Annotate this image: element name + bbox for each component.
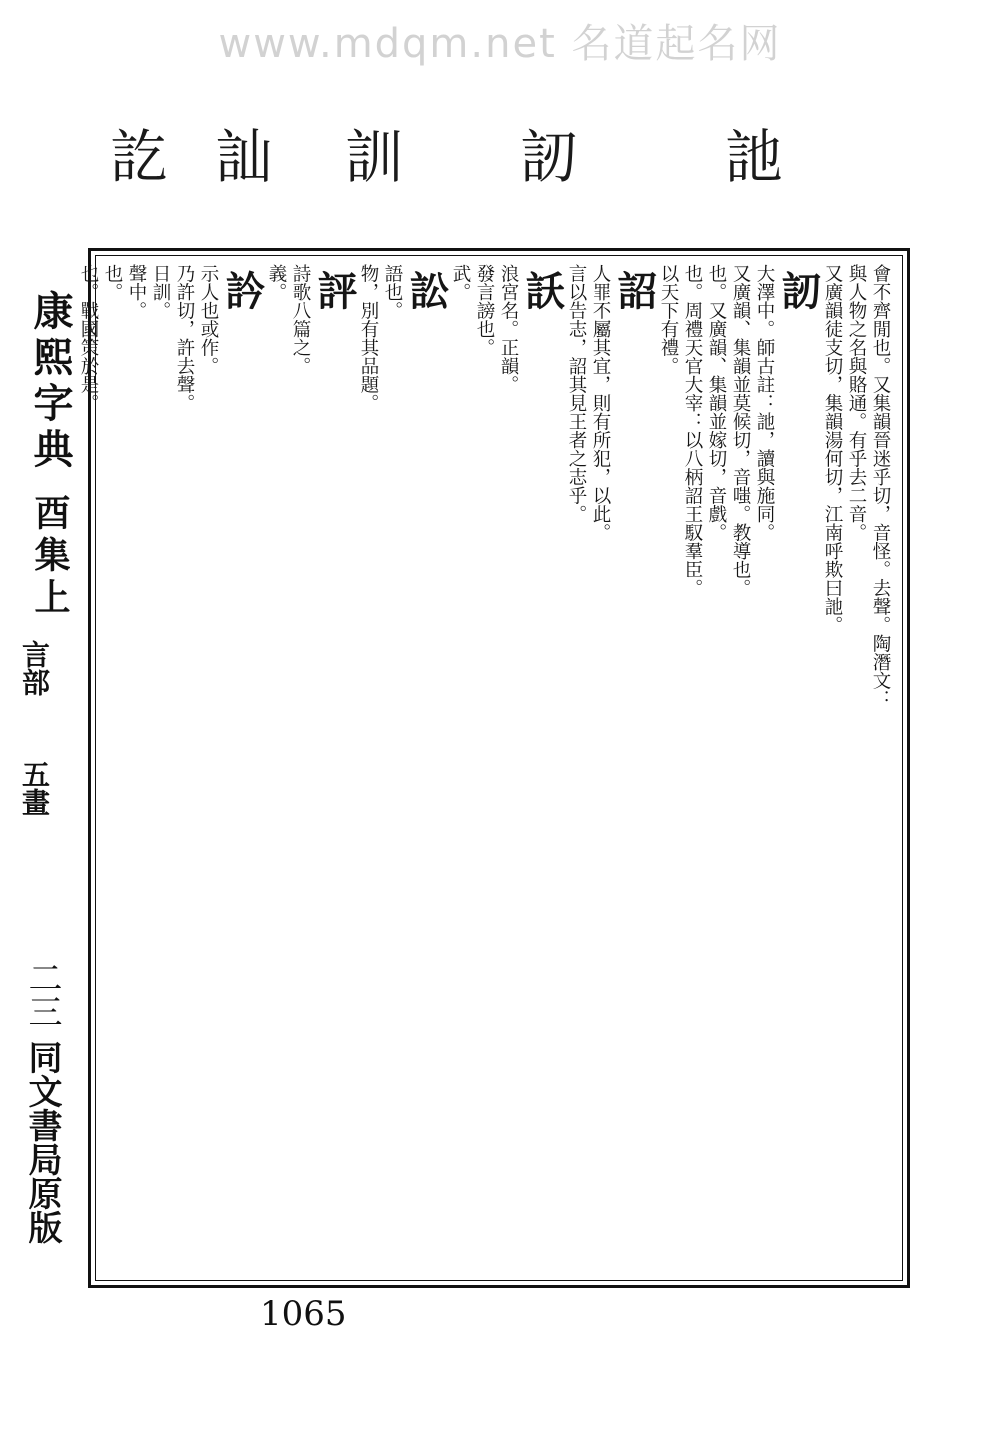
book-title: 康熙字典 — [27, 290, 74, 474]
text-frame — [78, 248, 910, 1288]
entry-text: 也。 — [102, 264, 123, 301]
entry-text: 義。 — [266, 264, 287, 301]
seal-character: 訑 — [725, 123, 784, 191]
entry-text: 詩歌八篇之。 — [290, 264, 311, 375]
entry-text: 與人物之名與賂通。有乎去二音。 — [846, 264, 867, 542]
entry-text: 乃許切，許去聲。 — [174, 264, 195, 412]
seal-character: 訒 — [520, 123, 579, 191]
entry-text: 示人也或作。 — [198, 264, 219, 375]
entry-text: 發言謗也。 — [474, 264, 495, 357]
dictionary-body — [78, 264, 892, 1272]
entry-text: 言以告志，詔其見王者之志乎。 — [566, 264, 587, 523]
entry-text: 會不齊閒也。又集韻晉迷乎切，音怪。去聲。陶潛文： — [870, 264, 891, 708]
entry-text: 以天下有禮。 — [658, 264, 679, 375]
radical-label: 言部 — [18, 640, 51, 696]
seal-character: 訖 — [110, 123, 169, 191]
entry-text: 日訓。 — [150, 264, 171, 320]
entry-headword: 評 — [311, 270, 358, 310]
stroke-count-label: 五畫 — [18, 760, 51, 816]
entry-headword: 訡 — [219, 270, 266, 310]
seal-heading-row — [110, 123, 890, 208]
seal-character: 訓 — [345, 123, 404, 191]
page-margin-title — [18, 290, 80, 620]
watermark: www.mdqm.net 名道起名网 — [218, 21, 782, 67]
entry-text: 也。又廣韻、集韻並嫁切，音戲。 — [706, 264, 727, 542]
entry-text: 人罪不屬其宜，則有所犯，以此。 — [590, 264, 611, 542]
entry-headword: 訞 — [519, 270, 566, 310]
sheet-number: 二三 — [22, 960, 62, 1028]
volume-label: 酉集上 — [29, 493, 71, 620]
entry-text: 又廣韻、集韻並莫候切，音嗤。教導也。 — [730, 264, 751, 597]
entry-text: 大澤中。師古註：訑，讀與施同。 — [754, 264, 775, 542]
entry-text: 物，別有其品題。 — [358, 264, 379, 412]
entry-text: 又廣韻徒支切，集韻湯何切，江南呼欺曰訑。 — [822, 264, 843, 634]
publisher-label: 同文書局原版 — [22, 1040, 62, 1244]
text-frame-inner — [78, 255, 903, 1281]
seal-character: 訕 — [215, 123, 274, 191]
entry-text: 浪宮名。正韻。 — [498, 264, 519, 394]
entry-headword: 訒 — [775, 270, 822, 310]
entry-headword: 詔 — [611, 270, 658, 310]
entry-text: 聲中。 — [126, 264, 147, 320]
entry-text: 也。戰國策於是。 — [78, 264, 99, 412]
entry-text: 也。周禮天官大宰：以八柄詔王馭羣臣。 — [682, 264, 703, 597]
entry-headword: 訟 — [403, 270, 450, 310]
entry-text: 語也。 — [382, 264, 403, 320]
entry-text: 武。 — [450, 264, 471, 301]
page-number: 1065 — [260, 1294, 347, 1334]
